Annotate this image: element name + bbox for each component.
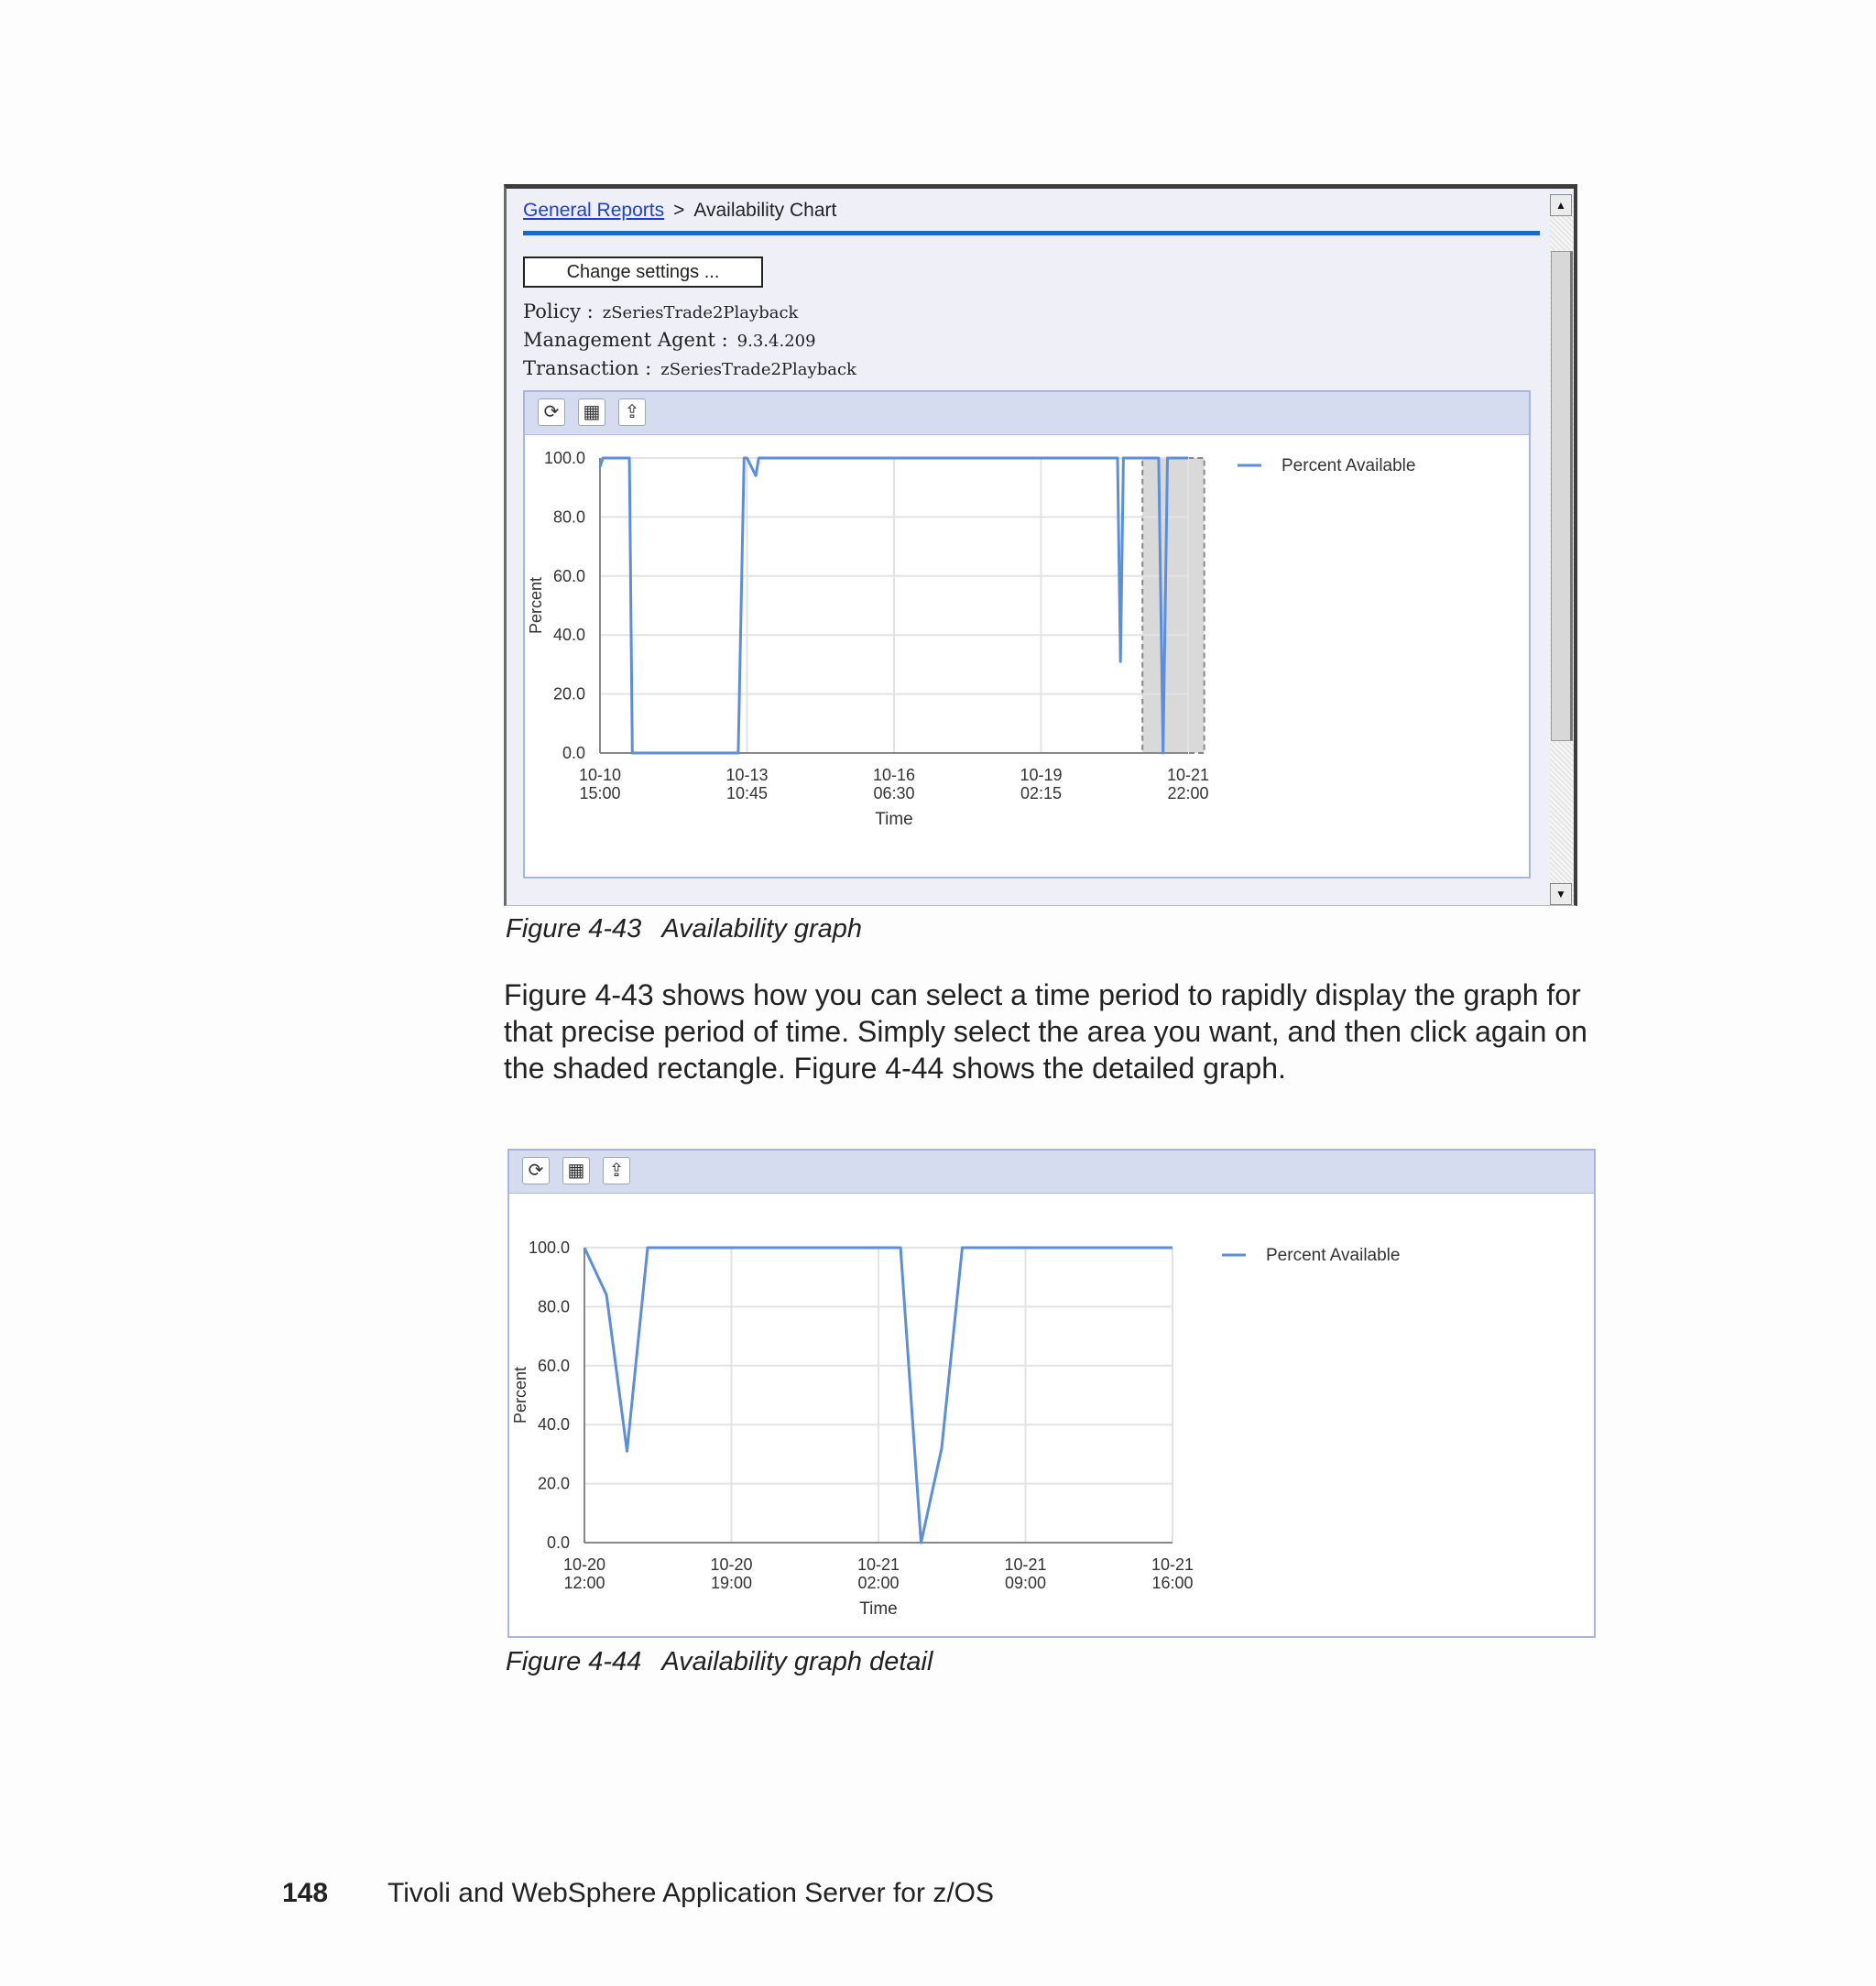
y-axis-title: Percent — [527, 576, 545, 635]
x-tick-label: 10-20 — [562, 1555, 606, 1574]
y-tick-label: 0.0 — [546, 1533, 570, 1552]
x-tick-label: 06:30 — [873, 784, 915, 802]
refresh-icon[interactable]: ⟳ — [538, 398, 565, 426]
selection-rectangle — [1142, 458, 1204, 753]
export-icon[interactable]: ⇪ — [603, 1157, 630, 1184]
x-tick-label: 10-21 — [1151, 1555, 1194, 1574]
legend-label: Percent Available — [1266, 1246, 1401, 1265]
scrollbar[interactable] — [1550, 194, 1574, 905]
x-tick-label: 10-16 — [872, 766, 916, 784]
y-tick-label: 80.0 — [552, 507, 585, 527]
policy-row — [523, 300, 798, 322]
availability-detail-chart — [509, 1151, 1594, 1636]
change-settings-button[interactable]: Change settings ... — [523, 256, 763, 288]
breadcrumb-link-general-reports[interactable]: General Reports — [523, 200, 665, 221]
agent-label: Management Agent : — [523, 329, 728, 351]
y-tick-label: 80.0 — [537, 1297, 570, 1316]
page-number: 148 — [282, 1878, 329, 1908]
y-axis-title: Percent — [511, 1366, 529, 1424]
x-tick-label: 10-20 — [710, 1555, 753, 1574]
x-tick-label: 19:00 — [710, 1574, 753, 1592]
x-tick-label: 10-21 — [1166, 766, 1210, 784]
breadcrumb — [523, 200, 836, 222]
table-icon[interactable]: ▦ — [562, 1157, 590, 1184]
y-tick-label: 40.0 — [552, 626, 585, 645]
x-tick-label: 02:15 — [1020, 784, 1063, 802]
agent-row — [523, 329, 816, 351]
y-tick-label: 100.0 — [528, 1239, 570, 1257]
breadcrumb-separator: > — [673, 200, 685, 221]
caption-label: Figure 4-44 — [506, 1647, 642, 1676]
y-tick-label: 0.0 — [562, 744, 585, 762]
chart-panel — [523, 390, 1531, 878]
figure-caption-4-43 — [506, 914, 862, 944]
y-tick-label: 20.0 — [552, 684, 585, 704]
transaction-value: zSeriesTrade2Playback — [660, 360, 856, 379]
scroll-down-icon[interactable]: ▼ — [1550, 883, 1572, 905]
x-tick-label: 10-21 — [1004, 1555, 1047, 1574]
x-tick-label: 10-19 — [1020, 766, 1063, 784]
scroll-thumb[interactable] — [1551, 251, 1573, 741]
header-rule — [523, 231, 1540, 235]
legend-label: Percent Available — [1282, 456, 1416, 475]
transaction-row — [523, 357, 856, 379]
table-icon[interactable]: ▦ — [578, 398, 605, 426]
y-tick-label: 100.0 — [543, 449, 585, 467]
caption-title: Availability graph — [661, 914, 863, 944]
caption-title: Availability graph detail — [661, 1647, 933, 1676]
refresh-icon[interactable]: ⟳ — [522, 1157, 550, 1184]
y-tick-label: 20.0 — [537, 1474, 570, 1493]
scroll-up-icon[interactable]: ▲ — [1550, 194, 1572, 216]
x-tick-label: 22:00 — [1167, 784, 1209, 802]
availability-window — [504, 184, 1577, 906]
y-tick-label: 60.0 — [552, 566, 585, 585]
x-tick-label: 10-13 — [725, 766, 769, 784]
x-tick-label: 02:00 — [857, 1574, 900, 1592]
caption-label: Figure 4-43 — [506, 914, 642, 944]
x-tick-label: 10:45 — [725, 784, 769, 802]
detail-chart-panel — [507, 1149, 1596, 1638]
x-tick-label: 10-21 — [856, 1555, 900, 1574]
policy-value: zSeriesTrade2Playback — [602, 303, 799, 322]
figure-caption-4-44 — [506, 1647, 933, 1677]
x-tick-label: 12:00 — [563, 1574, 605, 1592]
policy-label: Policy : — [523, 300, 594, 322]
book-title: Tivoli and WebSphere Application Server for z/OS — [387, 1878, 994, 1908]
x-tick-label: 09:00 — [1004, 1574, 1047, 1592]
x-tick-label: 16:00 — [1151, 1574, 1194, 1592]
transaction-label: Transaction : — [523, 357, 652, 379]
y-tick-label: 40.0 — [537, 1415, 570, 1435]
body-paragraph: Figure 4-43 shows how you can select a time period to rapidly display the graph for that precise period of time. Simply select the area you want, and then click again on the shaded rectangle. Figure 4-44 shows the detailed graph. — [504, 978, 1587, 1085]
x-axis-title: Time — [875, 810, 913, 829]
x-axis-title: Time — [859, 1599, 898, 1619]
availability-chart — [525, 392, 1529, 877]
breadcrumb-current: Availability Chart — [693, 200, 837, 221]
agent-value: 9.3.4.209 — [736, 332, 816, 351]
x-tick-label: 15:00 — [579, 784, 621, 802]
x-tick-label: 10-10 — [578, 766, 622, 784]
export-icon[interactable]: ⇪ — [618, 398, 646, 426]
y-tick-label: 60.0 — [537, 1356, 570, 1375]
